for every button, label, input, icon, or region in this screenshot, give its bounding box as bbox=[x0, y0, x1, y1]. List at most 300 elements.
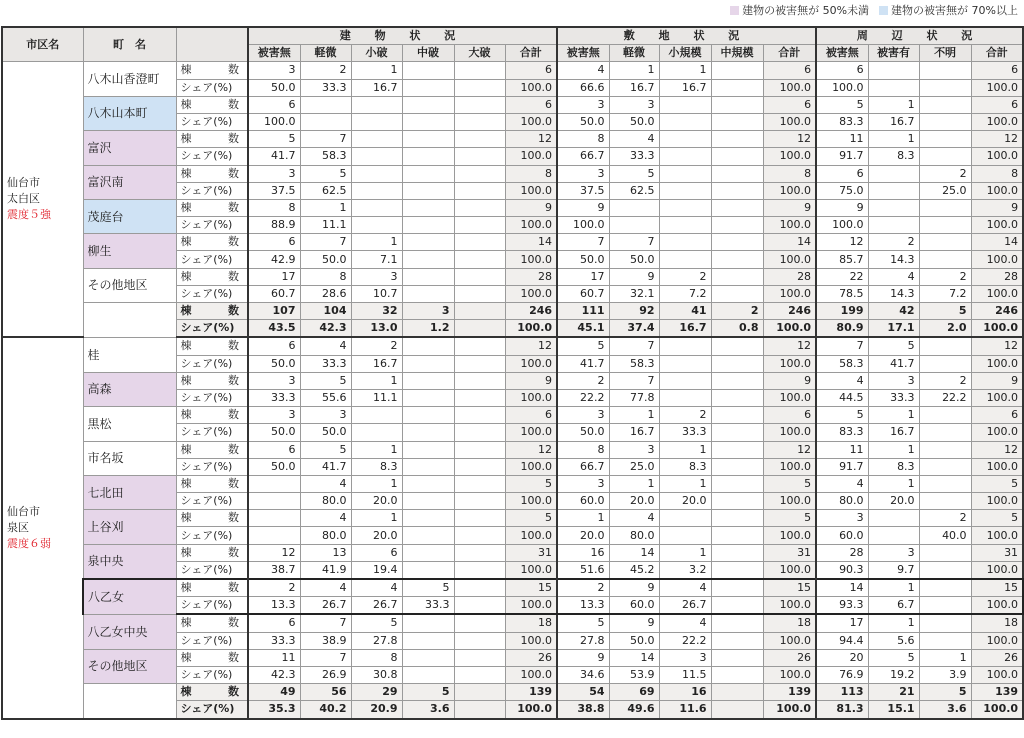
value-cell bbox=[402, 355, 454, 372]
value-cell bbox=[919, 199, 971, 216]
value-cell: 4 bbox=[816, 475, 868, 492]
value-cell: 4 bbox=[300, 337, 351, 355]
total-row bbox=[2, 303, 1023, 320]
value-cell bbox=[402, 389, 454, 406]
row-label-part: 数 bbox=[228, 581, 239, 595]
value-cell: 5 bbox=[816, 407, 868, 424]
value-cell: 42.3 bbox=[300, 320, 351, 338]
value-cell: 27.8 bbox=[351, 632, 402, 649]
value-cell: 20.0 bbox=[868, 493, 919, 510]
value-cell: 8 bbox=[557, 441, 609, 458]
value-cell: 9 bbox=[505, 199, 557, 216]
value-cell: 8 bbox=[248, 199, 300, 216]
town-name: 市名坂 bbox=[83, 441, 176, 475]
value-cell: 3 bbox=[402, 303, 454, 320]
row-label-part: 棟 bbox=[180, 132, 192, 146]
value-cell: 100.0 bbox=[763, 217, 816, 234]
row-label-part: 棟 bbox=[180, 685, 192, 699]
row-label-part: 数 bbox=[228, 166, 239, 180]
value-cell bbox=[454, 372, 505, 389]
row-label-part: 棟 bbox=[180, 166, 192, 180]
value-cell bbox=[402, 407, 454, 424]
value-cell: 100.0 bbox=[816, 79, 868, 96]
town-name: 柳生 bbox=[83, 234, 176, 268]
value-cell: 9 bbox=[971, 199, 1023, 216]
table-body bbox=[2, 62, 1023, 719]
value-cell: 6 bbox=[816, 165, 868, 182]
value-cell bbox=[919, 337, 971, 355]
value-cell: 2 bbox=[711, 303, 763, 320]
value-cell: 19.4 bbox=[351, 561, 402, 579]
value-cell bbox=[454, 597, 505, 615]
value-cell: 6 bbox=[248, 441, 300, 458]
value-cell bbox=[919, 407, 971, 424]
value-cell bbox=[402, 217, 454, 234]
row-label-part: 棟 bbox=[180, 511, 192, 525]
value-cell: 50.0 bbox=[557, 251, 609, 268]
value-cell: 7 bbox=[300, 234, 351, 251]
value-cell: 41.7 bbox=[557, 355, 609, 372]
value-cell: 8 bbox=[971, 165, 1023, 182]
value-cell: 2 bbox=[248, 579, 300, 597]
value-cell bbox=[454, 79, 505, 96]
value-cell: 20.0 bbox=[351, 493, 402, 510]
value-cell: 20.0 bbox=[557, 527, 609, 544]
value-cell: 3.6 bbox=[919, 701, 971, 719]
value-cell bbox=[402, 527, 454, 544]
value-cell bbox=[402, 234, 454, 251]
value-cell: 13.3 bbox=[248, 597, 300, 615]
value-cell: 5 bbox=[609, 165, 659, 182]
row-label-count bbox=[176, 544, 248, 561]
row-label-part: 数 bbox=[228, 442, 239, 456]
value-cell bbox=[711, 131, 763, 148]
value-cell bbox=[454, 424, 505, 441]
value-cell: 100.0 bbox=[971, 320, 1023, 338]
value-cell: 100.0 bbox=[763, 148, 816, 165]
town-name: 桂 bbox=[83, 337, 176, 372]
value-cell: 100.0 bbox=[971, 458, 1023, 475]
value-cell: 5 bbox=[919, 684, 971, 701]
town-name: 茂庭台 bbox=[83, 199, 176, 233]
value-cell bbox=[248, 493, 300, 510]
value-cell: 100.0 bbox=[971, 561, 1023, 579]
value-cell bbox=[248, 510, 300, 527]
value-cell bbox=[868, 199, 919, 216]
value-cell: 100.0 bbox=[971, 217, 1023, 234]
value-cell: 3.2 bbox=[659, 561, 711, 579]
row-label-part: 数 bbox=[228, 132, 239, 146]
value-cell: 78.5 bbox=[816, 285, 868, 302]
row-label-count bbox=[176, 337, 248, 355]
value-cell: 5 bbox=[300, 441, 351, 458]
damage-table bbox=[1, 26, 1024, 720]
value-cell: 8.3 bbox=[351, 458, 402, 475]
value-cell bbox=[868, 217, 919, 234]
value-cell bbox=[919, 424, 971, 441]
value-cell: 66.7 bbox=[557, 458, 609, 475]
value-cell: 5.6 bbox=[868, 632, 919, 649]
value-cell bbox=[351, 148, 402, 165]
value-cell: 15 bbox=[971, 579, 1023, 597]
value-cell: 9 bbox=[505, 372, 557, 389]
value-cell: 41.7 bbox=[868, 355, 919, 372]
value-cell: 11.1 bbox=[351, 389, 402, 406]
value-cell: 34.6 bbox=[557, 666, 609, 683]
value-cell bbox=[919, 79, 971, 96]
value-cell bbox=[454, 234, 505, 251]
value-cell bbox=[659, 389, 711, 406]
value-cell: 62.5 bbox=[300, 182, 351, 199]
value-cell: 3.6 bbox=[402, 701, 454, 719]
value-cell bbox=[659, 510, 711, 527]
value-cell: 14 bbox=[609, 544, 659, 561]
value-cell: 104 bbox=[300, 303, 351, 320]
legend-swatch-pink bbox=[730, 6, 739, 15]
value-cell: 5 bbox=[505, 475, 557, 492]
value-cell: 7 bbox=[816, 337, 868, 355]
row-label-count bbox=[176, 407, 248, 424]
value-cell bbox=[351, 96, 402, 113]
value-cell: 3 bbox=[248, 407, 300, 424]
value-cell bbox=[454, 579, 505, 597]
value-cell: 1 bbox=[351, 510, 402, 527]
value-cell: 3 bbox=[816, 510, 868, 527]
value-cell: 12 bbox=[816, 234, 868, 251]
value-cell: 35.3 bbox=[248, 701, 300, 719]
row-label-part: 数 bbox=[228, 511, 239, 525]
value-cell bbox=[454, 527, 505, 544]
value-cell: 5 bbox=[300, 372, 351, 389]
value-cell: 60.0 bbox=[816, 527, 868, 544]
value-cell: 5 bbox=[402, 684, 454, 701]
value-cell bbox=[711, 113, 763, 130]
value-cell: 17.1 bbox=[868, 320, 919, 338]
value-cell: 1 bbox=[868, 614, 919, 632]
value-cell: 38.7 bbox=[248, 561, 300, 579]
header-col: 軽微 bbox=[609, 45, 659, 62]
value-cell: 28 bbox=[816, 544, 868, 561]
value-cell bbox=[351, 424, 402, 441]
value-cell: 19.2 bbox=[868, 666, 919, 683]
value-cell: 100.0 bbox=[557, 217, 609, 234]
value-cell: 100.0 bbox=[505, 320, 557, 338]
value-cell bbox=[711, 527, 763, 544]
value-cell bbox=[609, 217, 659, 234]
value-cell: 26 bbox=[505, 649, 557, 666]
value-cell bbox=[402, 96, 454, 113]
value-cell: 14 bbox=[816, 579, 868, 597]
table-header bbox=[2, 27, 1023, 62]
value-cell: 11 bbox=[816, 441, 868, 458]
value-cell: 9 bbox=[816, 199, 868, 216]
value-cell: 60.0 bbox=[609, 597, 659, 615]
value-cell: 42.3 bbox=[248, 666, 300, 683]
value-cell: 4 bbox=[351, 579, 402, 597]
value-cell: 100.0 bbox=[505, 217, 557, 234]
value-cell: 1 bbox=[351, 441, 402, 458]
value-cell: 1 bbox=[868, 131, 919, 148]
header-col: 大破 bbox=[454, 45, 505, 62]
row-label-count bbox=[176, 614, 248, 632]
value-cell: 90.3 bbox=[816, 561, 868, 579]
value-cell: 5 bbox=[868, 649, 919, 666]
value-cell: 12 bbox=[971, 131, 1023, 148]
value-cell bbox=[711, 561, 763, 579]
value-cell: 11 bbox=[248, 649, 300, 666]
value-cell: 1 bbox=[868, 407, 919, 424]
value-cell: 2 bbox=[659, 407, 711, 424]
row-label-share: シェア(%) bbox=[176, 148, 248, 165]
row-label-part: 棟 bbox=[180, 581, 192, 595]
value-cell bbox=[454, 285, 505, 302]
value-cell: 50.0 bbox=[557, 113, 609, 130]
value-cell: 50.0 bbox=[248, 458, 300, 475]
value-cell: 5 bbox=[505, 510, 557, 527]
town-name: 八木山本町 bbox=[83, 96, 176, 130]
value-cell: 100.0 bbox=[505, 182, 557, 199]
value-cell: 50.0 bbox=[557, 424, 609, 441]
value-cell: 14 bbox=[609, 649, 659, 666]
value-cell: 6 bbox=[248, 234, 300, 251]
city-name-line: 泉区 bbox=[7, 520, 29, 534]
value-cell: 1 bbox=[659, 441, 711, 458]
value-cell: 100.0 bbox=[763, 285, 816, 302]
value-cell: 45.2 bbox=[609, 561, 659, 579]
value-cell: 139 bbox=[505, 684, 557, 701]
value-cell: 26.9 bbox=[300, 666, 351, 683]
value-cell: 100.0 bbox=[816, 217, 868, 234]
value-cell: 33.3 bbox=[402, 597, 454, 615]
value-cell: 6 bbox=[505, 407, 557, 424]
value-cell: 77.8 bbox=[609, 389, 659, 406]
table-row bbox=[2, 199, 1023, 216]
legend bbox=[730, 2, 1018, 18]
value-cell: 100.0 bbox=[763, 701, 816, 719]
value-cell: 28 bbox=[971, 268, 1023, 285]
value-cell: 33.3 bbox=[300, 355, 351, 372]
row-label-share: シェア(%) bbox=[176, 493, 248, 510]
value-cell: 3 bbox=[557, 165, 609, 182]
value-cell: 6.7 bbox=[868, 597, 919, 615]
value-cell bbox=[868, 182, 919, 199]
value-cell: 100.0 bbox=[971, 597, 1023, 615]
value-cell: 50.0 bbox=[609, 251, 659, 268]
value-cell bbox=[402, 614, 454, 632]
value-cell: 28.6 bbox=[300, 285, 351, 302]
value-cell bbox=[351, 113, 402, 130]
value-cell: 14.3 bbox=[868, 251, 919, 268]
value-cell: 17 bbox=[557, 268, 609, 285]
value-cell: 5 bbox=[868, 337, 919, 355]
value-cell: 1 bbox=[868, 579, 919, 597]
value-cell bbox=[711, 510, 763, 527]
value-cell: 1 bbox=[919, 649, 971, 666]
value-cell: 100.0 bbox=[763, 320, 816, 338]
value-cell: 1 bbox=[609, 407, 659, 424]
row-label-part: 棟 bbox=[180, 650, 192, 664]
value-cell: 80.0 bbox=[816, 493, 868, 510]
table-row bbox=[2, 337, 1023, 355]
value-cell: 91.7 bbox=[816, 458, 868, 475]
row-label-part: 棟 bbox=[180, 373, 192, 387]
value-cell: 7 bbox=[609, 337, 659, 355]
row-label-part: 数 bbox=[228, 304, 239, 318]
value-cell bbox=[659, 234, 711, 251]
value-cell: 0.8 bbox=[711, 320, 763, 338]
value-cell bbox=[711, 199, 763, 216]
row-label-part: 棟 bbox=[180, 63, 192, 77]
value-cell bbox=[454, 544, 505, 561]
value-cell bbox=[919, 579, 971, 597]
value-cell: 37.4 bbox=[609, 320, 659, 338]
value-cell bbox=[454, 148, 505, 165]
value-cell: 38.8 bbox=[557, 701, 609, 719]
value-cell bbox=[659, 165, 711, 182]
value-cell: 199 bbox=[816, 303, 868, 320]
value-cell: 2 bbox=[919, 510, 971, 527]
table-row bbox=[2, 579, 1023, 597]
value-cell bbox=[711, 79, 763, 96]
value-cell: 1 bbox=[557, 510, 609, 527]
value-cell bbox=[454, 649, 505, 666]
value-cell bbox=[454, 666, 505, 683]
value-cell: 5 bbox=[557, 337, 609, 355]
value-cell: 28 bbox=[763, 268, 816, 285]
value-cell: 246 bbox=[971, 303, 1023, 320]
value-cell bbox=[454, 475, 505, 492]
value-cell: 3 bbox=[868, 544, 919, 561]
value-cell bbox=[402, 62, 454, 79]
value-cell bbox=[711, 372, 763, 389]
value-cell: 5 bbox=[971, 475, 1023, 492]
value-cell: 7 bbox=[300, 131, 351, 148]
value-cell bbox=[919, 355, 971, 372]
value-cell: 9 bbox=[557, 199, 609, 216]
value-cell: 100.0 bbox=[971, 355, 1023, 372]
seismic-intensity: 震度６弱 bbox=[7, 536, 51, 550]
value-cell: 4 bbox=[300, 475, 351, 492]
value-cell: 100.0 bbox=[763, 424, 816, 441]
value-cell bbox=[454, 320, 505, 338]
value-cell bbox=[454, 199, 505, 216]
town-name: 黒松 bbox=[83, 407, 176, 441]
value-cell: 6 bbox=[248, 96, 300, 113]
value-cell bbox=[711, 614, 763, 632]
value-cell: 100.0 bbox=[505, 424, 557, 441]
value-cell: 2 bbox=[919, 165, 971, 182]
value-cell bbox=[711, 475, 763, 492]
value-cell: 2 bbox=[868, 234, 919, 251]
value-cell bbox=[711, 597, 763, 615]
value-cell: 66.6 bbox=[557, 79, 609, 96]
value-cell: 50.0 bbox=[609, 632, 659, 649]
value-cell: 20.0 bbox=[659, 493, 711, 510]
value-cell: 66.7 bbox=[557, 148, 609, 165]
value-cell: 88.9 bbox=[248, 217, 300, 234]
row-label-part: 数 bbox=[228, 616, 239, 630]
row-label-share: シェア(%) bbox=[176, 701, 248, 719]
town-name: その他地区 bbox=[83, 649, 176, 683]
value-cell bbox=[402, 632, 454, 649]
table-row bbox=[2, 96, 1023, 113]
value-cell: 100.0 bbox=[505, 527, 557, 544]
value-cell: 100.0 bbox=[505, 251, 557, 268]
value-cell: 13.3 bbox=[557, 597, 609, 615]
value-cell bbox=[711, 649, 763, 666]
table-row bbox=[2, 475, 1023, 492]
value-cell: 100.0 bbox=[763, 355, 816, 372]
row-label-count bbox=[176, 62, 248, 79]
row-label-share: シェア(%) bbox=[176, 285, 248, 302]
value-cell: 27.8 bbox=[557, 632, 609, 649]
header-group-site: 敷 地 状 況 bbox=[557, 27, 816, 45]
value-cell: 100.0 bbox=[505, 79, 557, 96]
value-cell bbox=[711, 268, 763, 285]
value-cell: 16.7 bbox=[351, 79, 402, 96]
value-cell: 8 bbox=[763, 165, 816, 182]
value-cell: 20.0 bbox=[351, 527, 402, 544]
value-cell: 6 bbox=[505, 96, 557, 113]
value-cell bbox=[402, 165, 454, 182]
value-cell: 4 bbox=[557, 62, 609, 79]
value-cell: 7.2 bbox=[659, 285, 711, 302]
value-cell bbox=[402, 510, 454, 527]
value-cell: 139 bbox=[971, 684, 1023, 701]
value-cell bbox=[402, 475, 454, 492]
row-label-count bbox=[176, 475, 248, 492]
value-cell: 62.5 bbox=[609, 182, 659, 199]
row-label-count bbox=[176, 96, 248, 113]
town-name: 高森 bbox=[83, 372, 176, 406]
value-cell: 12 bbox=[971, 441, 1023, 458]
value-cell bbox=[402, 199, 454, 216]
value-cell: 100.0 bbox=[505, 113, 557, 130]
value-cell bbox=[402, 441, 454, 458]
value-cell bbox=[454, 182, 505, 199]
value-cell: 7 bbox=[609, 372, 659, 389]
value-cell: 38.9 bbox=[300, 632, 351, 649]
value-cell bbox=[711, 234, 763, 251]
value-cell: 4 bbox=[300, 579, 351, 597]
value-cell: 37.5 bbox=[557, 182, 609, 199]
value-cell: 3 bbox=[868, 372, 919, 389]
value-cell bbox=[868, 165, 919, 182]
row-label-share: シェア(%) bbox=[176, 527, 248, 544]
value-cell: 49 bbox=[248, 684, 300, 701]
value-cell: 33.3 bbox=[248, 632, 300, 649]
value-cell: 100.0 bbox=[971, 113, 1023, 130]
header-col: 被害無 bbox=[557, 45, 609, 62]
value-cell bbox=[659, 96, 711, 113]
value-cell: 7 bbox=[300, 649, 351, 666]
value-cell bbox=[351, 407, 402, 424]
town-name: 富沢南 bbox=[83, 165, 176, 199]
total-row bbox=[2, 684, 1023, 701]
value-cell: 100.0 bbox=[763, 666, 816, 683]
value-cell: 100.0 bbox=[763, 527, 816, 544]
value-cell: 16.7 bbox=[609, 79, 659, 96]
city-cell bbox=[2, 62, 83, 338]
value-cell bbox=[454, 268, 505, 285]
row-label-part: 数 bbox=[228, 373, 239, 387]
value-cell: 4 bbox=[659, 579, 711, 597]
table-row bbox=[2, 234, 1023, 251]
value-cell: 5 bbox=[351, 614, 402, 632]
value-cell bbox=[919, 561, 971, 579]
row-label-part: 棟 bbox=[180, 442, 192, 456]
row-label-part: 棟 bbox=[180, 235, 192, 249]
